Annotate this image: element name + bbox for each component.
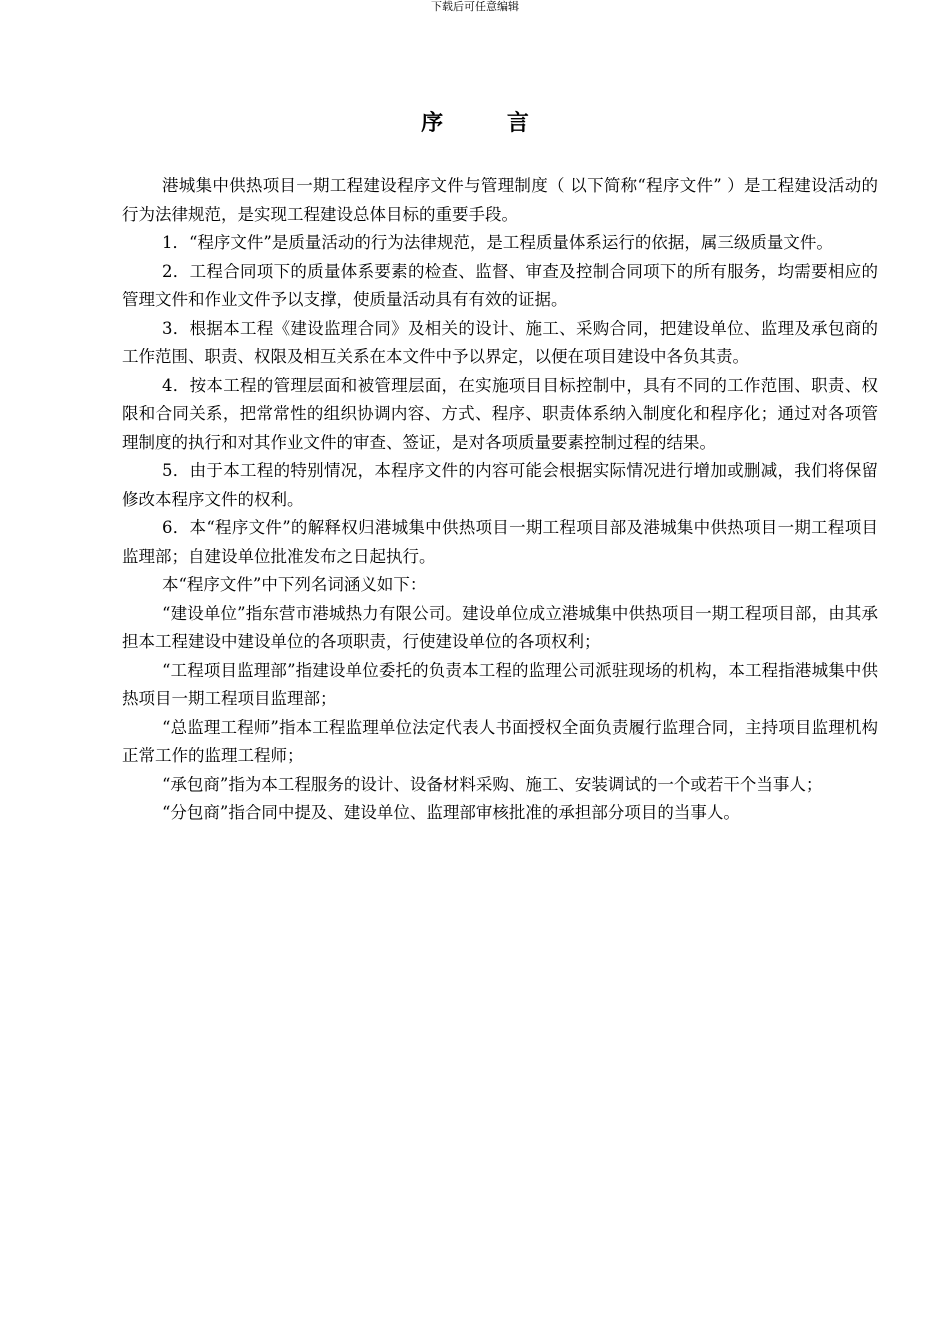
definitions-intro-paragraph: 本“程序文件”中下列名词涵义如下： xyxy=(162,575,427,594)
clause-5-paragraph: 5．由于本工程的特别情况，本程序文件的内容可能会根据实际情况进行增加或删减，我们将保留修改本程序文件的权利。 xyxy=(122,461,878,509)
clause-2-paragraph: 2．工程合同项下的质量体系要素的检查、监督、审查及控制合同项下的所有服务，均需要相应的管理文件和作业文件予以支撑，使质量活动具有有效的证据。 xyxy=(122,261,878,309)
page-header-note: 下载后可任意编辑 xyxy=(431,0,519,13)
definition-contractor-paragraph: “承包商”指为本工程服务的设计、设备材料采购、施工、安装调试的一个或若干个当事人； xyxy=(162,774,823,794)
definition-supervision-dept-paragraph: “工程项目监理部”指建设单位委托的负责本工程的监理公司派驻现场的机构，本工程指港城集中供热项目一期工程项目监理部； xyxy=(122,660,878,708)
definition-owner-paragraph: “建设单位”指东营市港城热力有限公司。建设单位成立港城集中供热项目一期工程项目部，由其承担本工程建设中建设单位的各项职责，行使建设单位的各项权利； xyxy=(122,603,878,651)
clause-6-paragraph: 6．本“程序文件”的解释权归港城集中供热项目一期工程项目部及港城集中供热项目一期工程项目监理部；自建设单位批准发布之日起执行。 xyxy=(122,518,878,566)
definition-subcontractor-paragraph: “分包商”指合同中提及、建设单位、监理部审核批准的承担部分项目的当事人。 xyxy=(162,803,740,822)
definition-chief-engineer-paragraph: “总监理工程师”指本工程监理单位法定代表人书面授权全面负责履行监理合同，主持项目监理机构正常工作的监理工程师； xyxy=(122,717,878,765)
intro-paragraph: 港城集中供热项目一期工程建设程序文件与管理制度（ 以下简称“程序文件” ）是工程建设活动的行为法律规范，是实现工程建设总体目标的重要手段。 xyxy=(122,176,878,224)
document-body xyxy=(122,172,878,828)
clause-1-paragraph: 1．“程序文件”是质量活动的行为法律规范，是工程质量体系运行的依据，属三级质量文件。 xyxy=(162,233,833,252)
clause-3-paragraph: 3．根据本工程《建设监理合同》及相关的设计、施工、采购合同，把建设单位、监理及承包商的工作范围、职责、权限及相互关系在本文件中予以界定，以便在项目建设中各负其责。 xyxy=(122,318,878,366)
clause-4-paragraph: 4．按本工程的管理层面和被管理层面，在实施项目目标控制中，具有不同的工作范围、职责、权限和合同关系，把常常性的组织协调内容、方式、程序、职责体系纳入制度化和程序化；通过对各项管理制度的执行和对其作业文件的审查、签证，是对各项质量要素控制过程的结果。 xyxy=(122,375,878,452)
page-title: 序 言 xyxy=(421,110,557,136)
